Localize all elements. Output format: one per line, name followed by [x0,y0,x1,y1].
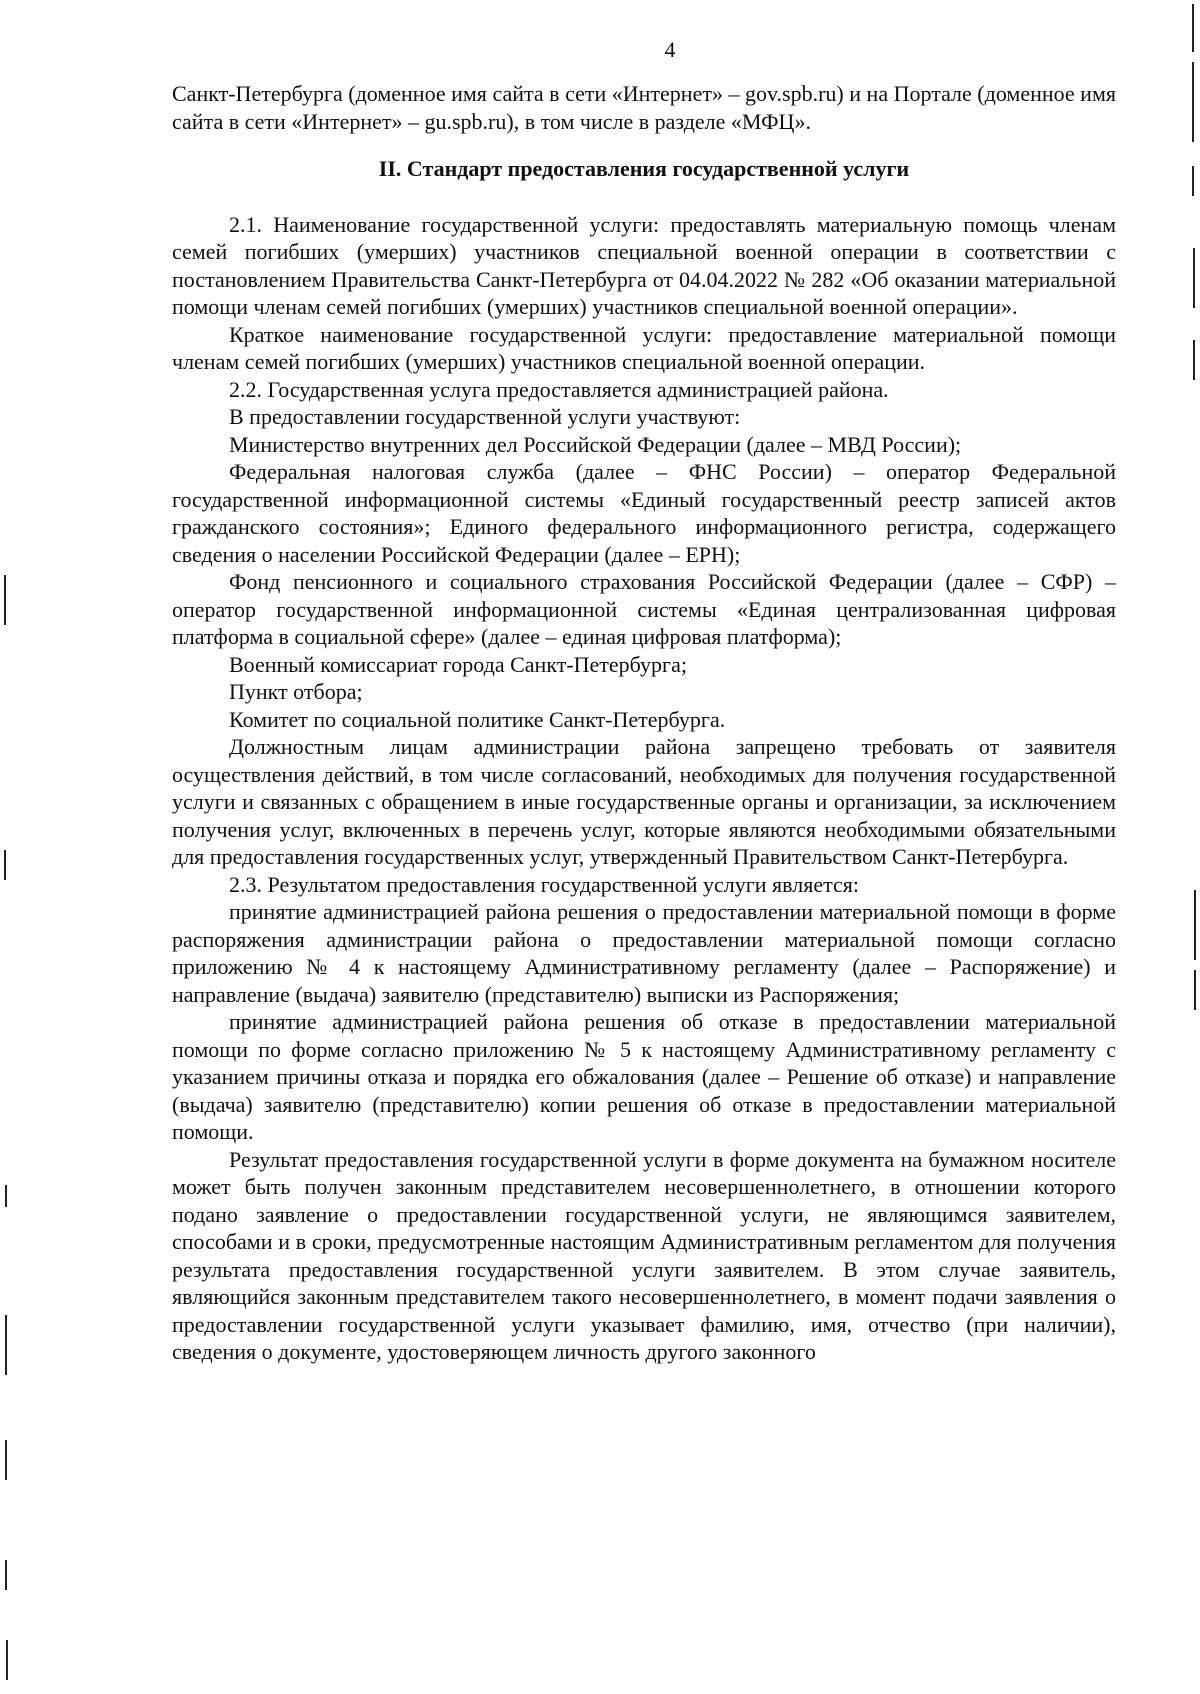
scan-artifact [1192,62,1194,142]
scan-artifact [6,1640,8,1680]
scan-artifact [5,1315,7,1375]
scan-artifact [4,575,6,625]
paragraph: Федеральная налоговая служба (далее – ФНС России) – оператор Федеральной государственной информационной системы «Единый государственный реестр записей актов гражданского состояния»; Единого федерального информационного регистра, содержащего сведения о населении Российской Федерации (далее – ЕРН); [172,459,1116,567]
document-body [172,80,1116,1366]
paragraph: 2.1. Наименование государственной услуги: предоставлять материальную помощь членам семей погибших (умерших) участников специальной военной операции в соответствии с постановлением Правительства Санкт-Петербурга от 04.04.2022 № 282 «Об оказании материальной помощи членам семей погибших (умерших) участников специальной военной операции». [172,211,1116,319]
scan-artifact [1194,890,1196,960]
paragraph: Пункт отбора; [229,679,363,704]
scan-artifact [4,850,6,880]
scan-artifact [1192,166,1194,196]
paragraph: Военный комиссариат города Санкт-Петербурга; [229,651,687,677]
paragraph: принятие администрацией района решения о предоставлении материальной помощи в форме распоряжения администрации района о предоставлении материальной помощи согласно приложению № 4 к настоящему Административному регламенту (далее – Распоряжение) и направление (выдача) заявителю (представителю) выписки из Распоряжения; [172,899,1116,1007]
scan-artifact [1193,248,1195,308]
scan-artifact [5,1185,7,1207]
scan-artifact [1192,4,1194,52]
paragraph: Должностным лицам администрации района запрещено требовать от заявителя осуществления действий, в том числе согласований, необходимых для получения государственной услуги и связанных с обращением в иные государственные органы и организации, за исключением получения услуг, включенных в перечень услуг, которые являются необходимыми обязательными для предоставления государственных услуг, утвержденный Правительством Санкт-Петербурга. [172,734,1116,869]
paragraph: Фонд пенсионного и социального страхования Российской Федерации (далее – СФР) – оператор государственной информационной системы «Единая централизованная цифровая платформа в социальной сфере» (далее – единая цифровая платформа); [172,569,1116,649]
intro-paragraph: Санкт-Петербурга (доменное имя сайта в сети «Интернет» – gov.spb.ru) и на Портале (доменное имя сайта в сети «Интернет» – gu.spb.ru), в том числе в разделе «МФЦ». [172,81,1116,134]
scan-artifact [1193,340,1195,380]
paragraph: В предоставлении государственной услуги участвуют: [229,404,741,429]
page-number: 4 [664,37,676,62]
paragraph: 2.3. Результатом предоставления государственной услуги является: [229,871,860,897]
scan-artifact [5,1560,7,1590]
scan-artifact [1194,970,1196,1010]
paragraph: Министерство внутренних дел Российской Федерации (далее – МВД России); [229,431,962,457]
paragraph: Комитет по социальной политике Санкт-Петербурга. [229,706,726,732]
paragraph: Краткое наименование государственной услуги: предоставление материальной помощи членам семей погибших (умерших) участников специальной военной операции. [172,321,1116,374]
scan-artifact [5,1440,7,1480]
paragraph: 2.2. Государственная услуга предоставляется администрацией района. [229,376,889,402]
section-title: II. Стандарт предоставления государственной услуги [378,156,910,181]
paragraph: принятие администрацией района решения об отказе в предоставлении материальной помощи по форме согласно приложению № 5 к настоящему Административному регламенту с указанием причины отказа и порядка его обжалования (далее – Решение об отказе) и направление (выдача) заявителю (представителю) копии решения об отказе в предоставлении материальной помощи. [172,1009,1116,1144]
paragraph: Результат предоставления государственной услуги в форме документа на бумажном носителе может быть получен законным представителем несовершеннолетнего, в отношении которого подано заявление о предоставлении государственной услуги, не являющимся заявителем, способами и в сроки, предусмотренные настоящим Административным регламентом для получения результата предоставления государственной услуги заявителем. В этом случае заявитель, являющийся законным представителем такого несовершеннолетнего, в момент подачи заявления о предоставлении государственной услуги указывает фамилию, имя, отчество (при наличии), сведения о документе, удостоверяющем личность другого законного [172,1146,1116,1364]
